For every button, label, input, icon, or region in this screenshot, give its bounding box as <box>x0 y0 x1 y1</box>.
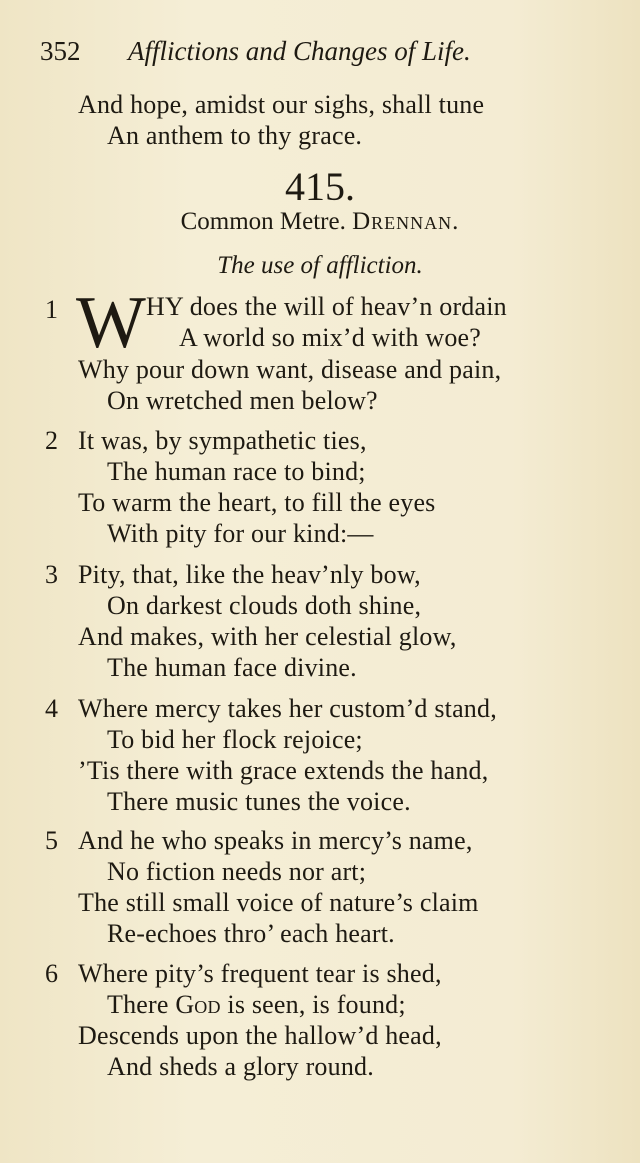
verse-line: A world so mix’d with woe? <box>179 323 482 352</box>
continuation-line: And hope, amidst our sighs, shall tune <box>78 90 485 119</box>
verse-line: And he who speaks in mercy’s name, <box>78 826 473 855</box>
verse-line: On darkest clouds doth shine, <box>107 591 422 620</box>
verse-line: Where pity’s frequent tear is shed, <box>78 959 442 988</box>
verse-line: Re-echoes thro’ each heart. <box>107 919 395 948</box>
verse-number: 6 <box>45 959 58 988</box>
verse-line: The human race to bind; <box>107 457 366 486</box>
metre-name: Common Metre. <box>180 208 346 235</box>
verse-line <box>107 990 406 1020</box>
verse-line: Why pour down want, disease and pain, <box>78 355 502 384</box>
verse-line: To warm the heart, to fill the eyes <box>78 488 436 517</box>
verse-line-text: There <box>107 990 169 1019</box>
divine-name: God <box>175 990 221 1019</box>
verse-line: No fiction needs nor art; <box>107 857 367 886</box>
verse-number: 2 <box>45 426 58 455</box>
hymn-number: 415. <box>285 164 355 209</box>
running-title: Afflictions and Changes of Life. <box>128 36 471 66</box>
verse-line: ’Tis there with grace extends the hand, <box>78 756 489 785</box>
verse-line: Descends upon the hallow’d head, <box>78 1021 442 1050</box>
verse-line: HY does the will of heav’n ordain <box>146 292 507 321</box>
verse-line: It was, by sympathetic ties, <box>78 426 367 455</box>
drop-cap: W <box>76 282 146 364</box>
verse-number: 1 <box>45 295 58 324</box>
verse-line: And sheds a glory round. <box>107 1052 374 1081</box>
continuation-line: An anthem to thy grace. <box>107 121 363 150</box>
verse-line-text: is seen, is found; <box>227 990 406 1019</box>
verse-line: There music tunes the voice. <box>107 787 411 816</box>
page-number: 352 <box>40 36 81 66</box>
tune-name: Drennan. <box>352 208 460 235</box>
verse-number: 3 <box>45 560 58 589</box>
hymn-subject: The use of affliction. <box>217 252 423 279</box>
verse-line: To bid her flock rejoice; <box>107 725 363 754</box>
verse-line: And makes, with her celestial glow, <box>78 622 457 651</box>
verse-line: Pity, that, like the heav’nly bow, <box>78 560 421 589</box>
verse-line: The still small voice of nature’s claim <box>78 888 479 917</box>
verse-number: 5 <box>45 826 58 855</box>
hymn-metre <box>0 208 640 236</box>
verse-number: 4 <box>45 694 58 723</box>
running-head <box>40 36 610 67</box>
verse-line: Where mercy takes her custom’d stand, <box>78 694 497 723</box>
verse-line: The human face divine. <box>107 653 357 682</box>
verse-line: With pity for our kind:— <box>107 519 374 548</box>
verse-line: On wretched men below? <box>107 386 378 415</box>
